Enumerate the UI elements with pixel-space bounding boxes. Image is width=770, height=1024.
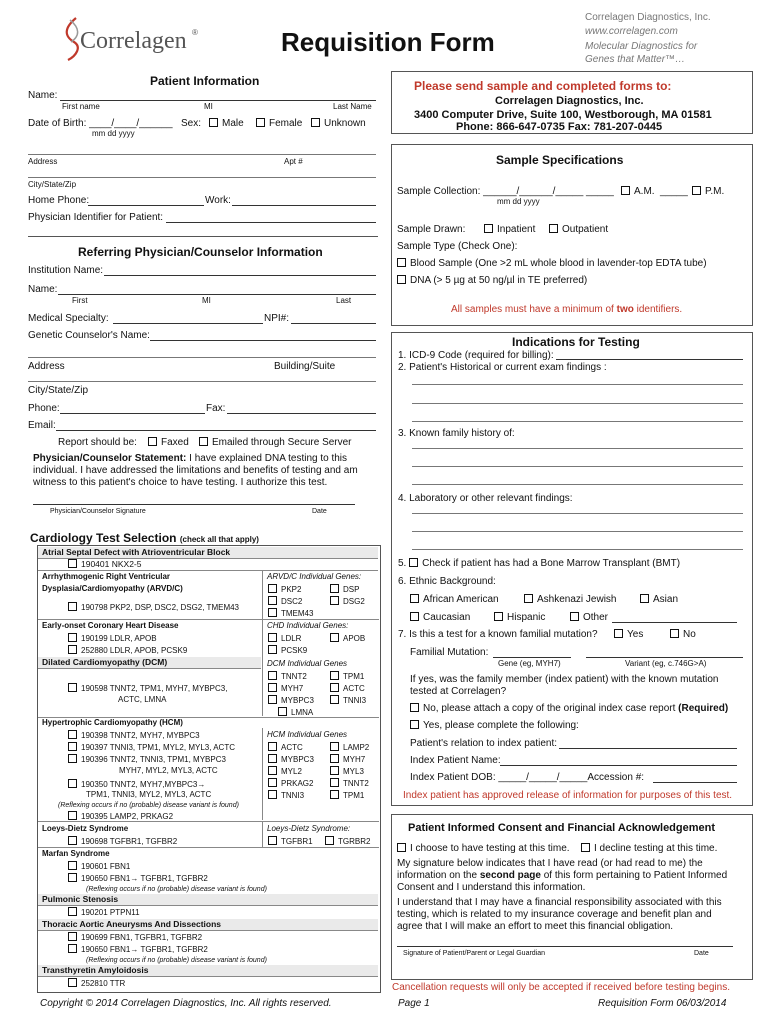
gene-hcm-mybpc3[interactable]: MYBPC3 (268, 754, 314, 765)
npi-field[interactable] (291, 323, 376, 324)
ref-email-label: Email: (28, 420, 56, 431)
bmt-checkbox[interactable]: 5. Check if patient has had a Bone Marrow Transplant (BMT) (398, 558, 681, 569)
ethnic-hispanic[interactable]: Hispanic (494, 612, 545, 624)
checkbox-icon (68, 633, 77, 642)
gene-dcm-actc[interactable]: ACTC (330, 683, 365, 694)
checkbox-icon (330, 596, 339, 605)
ref-fax-label: Fax: (206, 403, 226, 414)
ref-name-field[interactable] (58, 294, 376, 295)
accession-field[interactable] (653, 782, 737, 783)
lab-line-3[interactable] (412, 549, 743, 550)
familial-no[interactable]: No (670, 629, 696, 641)
test-190350[interactable]: 190350 TNNT2, MYH7,MYBPC3→ (68, 779, 205, 790)
checkbox-icon (256, 118, 265, 127)
relation-label: Patient's relation to index patient: (410, 738, 558, 749)
physician-id-label: Physician Identifier for Patient: (28, 212, 164, 223)
statement-line2: individual. I have addressed the limitations and benefits of testing and am (33, 465, 358, 476)
identifiers-note: All samples must have a minimum of two identifiers. (451, 304, 683, 315)
sex-unknown[interactable]: Unknown (311, 118, 366, 130)
checkbox-icon (268, 633, 277, 642)
family-member-question-2: tested at Correlagen? (410, 686, 507, 697)
checkbox-icon (268, 754, 277, 763)
sample-title: Sample Specifications (496, 153, 624, 167)
home-phone-label: Home Phone: (28, 195, 90, 206)
drawn-inpatient[interactable]: Inpatient (484, 224, 535, 236)
divider (28, 236, 378, 237)
checkbox-icon (68, 754, 77, 763)
patient-info-title: Patient Information (150, 74, 260, 88)
gene-hcm-tnnt2[interactable]: TNNT2 (330, 778, 369, 789)
referring-title: Referring Physician/Counselor Information (78, 245, 323, 259)
checkbox-icon (68, 907, 77, 916)
send-phone: Phone: 866-647-0735 Fax: 781-207-0445 (456, 122, 663, 131)
checkbox-icon (581, 843, 590, 852)
lab-findings-label: 4. Laboratory or other relevant findings: (398, 493, 573, 504)
test-190598-cont: ACTC, LMNA (118, 695, 167, 704)
ref-last-caption: Last (336, 296, 352, 305)
patient-name-field[interactable] (60, 100, 376, 101)
test-190650-marfan[interactable]: 190650 FBN1→ TGFBR1, TGFBR2 (68, 873, 208, 884)
relation-field[interactable] (559, 748, 737, 749)
checkbox-icon (268, 695, 277, 704)
send-company: Correlagen Diagnostics, Inc. (495, 95, 644, 107)
checkbox-icon (278, 707, 287, 716)
icd9-label: 1. ICD-9 Code (required for billing): (398, 350, 554, 361)
checkbox-icon (330, 754, 339, 763)
ref-fax-field[interactable] (227, 413, 376, 414)
send-address: 3400 Computer Drive, Suite 100, Westborough, MA 01581 (414, 109, 712, 121)
checkbox-icon (268, 596, 277, 605)
sex-male[interactable]: Male (209, 118, 244, 130)
drawn-outpatient[interactable]: Outpatient (549, 224, 608, 236)
checkbox-icon (199, 437, 208, 446)
cardio-section-hcm: Hypertrophic Cardiomyopathy (HCM) (42, 718, 183, 727)
test-190201[interactable]: 190201 PTPN11 (68, 907, 140, 918)
checkbox-icon (68, 730, 77, 739)
checkbox-icon (330, 778, 339, 787)
checkbox-icon (268, 836, 277, 845)
test-190401[interactable]: 190401 NKX2-5 (38, 559, 378, 571)
checkbox-icon (268, 778, 277, 787)
familial-question: 7. Is this a test for a known familial mutation? (398, 629, 598, 640)
lab-line-2[interactable] (412, 531, 743, 532)
row-divider (38, 847, 379, 848)
statement-line1: Physician/Counselor Statement: I have explained DNA testing to this (33, 453, 348, 464)
test-190199[interactable]: 190199 LDLR, APOB (68, 633, 157, 644)
test-190397[interactable]: 190397 TNNI3, TPM1, MYL2, MYL3, ACTC (68, 742, 235, 753)
gene-dcm-mybpc3[interactable]: MYBPC3 (268, 695, 314, 706)
report-label: Report should be: (58, 437, 137, 448)
cardio-section-chd: Early-onset Coronary Heart Disease (42, 621, 179, 630)
gene-caption: Gene (eg, MYH7) (498, 659, 561, 668)
checkbox-icon (494, 612, 503, 621)
sample-drawn-label: Sample Drawn: (397, 224, 466, 235)
institution-field[interactable] (104, 275, 376, 276)
mi-caption: MI (204, 102, 213, 111)
ethnic-african[interactable]: African American (410, 594, 499, 606)
checkbox-icon (570, 612, 579, 621)
patient-name-label: Name: (28, 90, 58, 101)
test-190650-taad[interactable]: 190650 FBN1→ TGFBR1, TGFBR2 (68, 944, 208, 955)
cardio-section-ps: Pulmonic Stenosis (38, 894, 378, 906)
familial-yes[interactable]: Yes (614, 629, 643, 641)
checkbox-icon (397, 275, 406, 284)
consent-paragraph2-line2: testing, which is related to my insurance coverage and benefit plan and (397, 909, 712, 920)
specialty-label: Medical Specialty: (28, 313, 109, 324)
npi-label: NPI#: (264, 313, 290, 324)
specialty-field[interactable] (113, 323, 263, 324)
checkbox-icon (549, 224, 558, 233)
familial-mutation-label: Familial Mutation: (410, 647, 489, 658)
findings-line-3[interactable] (412, 421, 743, 422)
cardio-section-taad: Thoracic Aortic Aneurysms And Dissections (38, 919, 378, 931)
gene-apob[interactable]: APOB (330, 633, 365, 644)
variant-field[interactable] (586, 657, 743, 658)
checkbox-icon (68, 602, 77, 611)
ethnic-asian[interactable]: Asian (640, 594, 678, 606)
taad-reflex-note: (Reflexing occurs if no (probable) disease variant is found) (86, 957, 267, 964)
signature-caption: Physician/Counselor Signature (50, 508, 146, 515)
ref-address-field[interactable] (28, 357, 376, 358)
checkbox-icon (330, 683, 339, 692)
gene-hcm-tnni3[interactable]: TNNI3 (268, 790, 304, 801)
gene-tmem43[interactable]: TMEM43 (268, 608, 313, 619)
col-divider (262, 620, 263, 716)
building-caption: Building/Suite (274, 361, 336, 372)
findings-label: 2. Patient's Historical or current exam findings : (398, 362, 607, 373)
checkbox-icon (268, 683, 277, 692)
checkbox-icon (68, 559, 77, 568)
checkbox-icon (410, 594, 419, 603)
cardio-section-asd: Atrial Septal Defect with Atrioventricular Block (38, 547, 378, 559)
ref-city-caption: City/State/Zip (28, 385, 89, 396)
dob-caption: mm dd yyyy (92, 129, 135, 138)
gene-dsc2[interactable]: DSC2 (268, 596, 302, 607)
home-phone-field[interactable] (88, 205, 204, 206)
test-190598[interactable]: 190598 TNNT2, TPM1, MYH7, MYBPC3, (68, 683, 227, 694)
family-history-line-2[interactable] (412, 466, 743, 467)
copyright: Copyright © 2014 Correlagen Diagnostics, Inc. All rights reserved. (40, 998, 332, 1009)
row-divider (38, 821, 379, 822)
dcm-genes-label: DCM Individual Genes (267, 659, 348, 668)
gene-tgrbr2[interactable]: TGRBR2 (325, 836, 370, 847)
checkbox-icon (330, 584, 339, 593)
family-history-line-3[interactable] (412, 484, 743, 485)
checkbox-icon (330, 742, 339, 751)
ref-phone-label: Phone: (28, 403, 60, 414)
collection-am[interactable]: A.M. (621, 186, 655, 198)
patient-date-caption: Date (694, 950, 709, 957)
checkbox-icon (311, 118, 320, 127)
checkbox-icon (68, 932, 77, 941)
cardio-section-ld: Loeys-Dietz Syndrome (42, 824, 129, 833)
indications-title: Indications for Testing (512, 335, 640, 349)
dob-field[interactable]: Date of Birth: ____/____/______ (28, 118, 173, 129)
collection-caption: mm dd yyyy (497, 197, 540, 206)
consent-paragraph1-line2: information on the second page of this form pertaining to Patient Informed (397, 870, 728, 881)
ethnic-label: 6. Ethnic Background: (398, 576, 496, 587)
chd-genes-label: CHD Individual Genes: (267, 621, 349, 630)
checkbox-icon (68, 645, 77, 654)
sex-label: Sex: (181, 118, 202, 129)
test-190698[interactable]: 190698 TGFBR1, TGFBR2 (68, 836, 177, 847)
checkbox-icon (68, 944, 77, 953)
family-member-question: If yes, was the family member (index patient) with the known mutation (410, 674, 719, 685)
page-title: Requisition Form (281, 27, 495, 57)
registered-mark: ® (192, 28, 198, 37)
ethnic-other-field[interactable] (612, 622, 737, 623)
checkbox-icon (68, 978, 77, 987)
arvd-genes-label: ARVD/C Individual Genes: (267, 572, 362, 581)
checkbox-icon (410, 703, 419, 712)
index-name-field[interactable] (500, 765, 737, 766)
gene-dcm-tnnt2[interactable]: TNNT2 (268, 671, 307, 682)
logo-text: Correlagen (80, 28, 187, 54)
cancellation-note: Cancellation requests will only be accepted if received before testing begins. (392, 982, 730, 993)
counselor-label: Genetic Counselor's Name: (28, 330, 150, 341)
consent-title: Patient Informed Consent and Financial Acknowledgement (408, 822, 716, 834)
gene-dsg2[interactable]: DSG2 (330, 596, 365, 607)
page-number: Page 1 (398, 998, 430, 1009)
index-no-attach[interactable]: No, please attach a copy of the original index case report (Required) (410, 703, 728, 715)
form-version: Requisition Form 06/03/2014 (598, 998, 727, 1009)
sample-type-label: Sample Type (Check One): (397, 241, 518, 252)
gene-pkp2[interactable]: PKP2 (268, 584, 301, 595)
physician-id-field[interactable] (166, 222, 376, 223)
consent-paragraph2-line1: I understand that I may have a financial responsibility associated with this (397, 897, 722, 908)
ref-email-field[interactable] (56, 430, 376, 431)
first-name-caption: First name (62, 102, 100, 111)
test-190396-cont: MYH7, MYL2, MYL3, ACTC (119, 766, 218, 775)
counselor-field[interactable] (150, 340, 376, 341)
ethnic-ashkenazi[interactable]: Ashkenazi Jewish (524, 594, 616, 606)
index-dob-field[interactable]: Index Patient DOB: _____/_____/_____Accession #: (410, 772, 645, 783)
gene-hcm-myh7[interactable]: MYH7 (330, 754, 365, 765)
marfan-reflex-note: (Reflexing occurs if no (probable) disease variant is found) (86, 886, 267, 893)
checkbox-icon (614, 629, 623, 638)
work-phone-field[interactable] (232, 205, 376, 206)
test-190601[interactable]: 190601 FBN1 (68, 861, 130, 872)
lab-line-1[interactable] (412, 513, 743, 514)
gene-dcm-tnni3[interactable]: TNNI3 (330, 695, 366, 706)
report-faxed[interactable]: Faxed (148, 437, 189, 449)
checkbox-icon (621, 186, 630, 195)
patient-signature-caption: Signature of Patient/Parent or Legal Guardian (403, 950, 546, 957)
index-name-label: Index Patient Name: (410, 755, 501, 766)
cardio-section-ttr: Transthyretin Amyloidosis (38, 965, 378, 977)
sex-female[interactable]: Female (256, 118, 302, 130)
gene-hcm-tpm1[interactable]: TPM1 (330, 790, 364, 801)
checkbox-icon (268, 766, 277, 775)
collection-pm[interactable]: P.M. (692, 186, 724, 198)
cardio-section-arvd: Arrhythmogenic Right Ventricular (42, 572, 171, 581)
checkbox-icon (524, 594, 533, 603)
gene-field[interactable] (493, 657, 571, 658)
checkbox-icon (640, 594, 649, 603)
gene-dsp[interactable]: DSP (330, 584, 359, 595)
checkbox-icon (68, 836, 77, 845)
gene-dcm-tpm1[interactable]: TPM1 (330, 671, 364, 682)
physician-signature-field[interactable] (33, 504, 355, 505)
index-yes[interactable]: Yes, please complete the following: (410, 720, 579, 732)
test-190350-cont: TPM1, TNNI3, MYL2, MYL3, ACTC (86, 790, 212, 799)
institution-label: Institution Name: (28, 265, 104, 276)
family-history-label: 3. Known family history of: (398, 428, 515, 439)
checkbox-icon (268, 584, 277, 593)
row-divider (38, 619, 379, 620)
consent-paragraph2-line3: agree that I will make an effort to meet this financial obligation. (397, 921, 674, 932)
ref-phone-field[interactable] (60, 413, 205, 414)
gene-hcm-lamp2[interactable]: LAMP2 (330, 742, 369, 753)
test-190398[interactable]: 190398 TNNT2, MYH7, MYBPC3 (68, 730, 200, 741)
family-history-line-1[interactable] (412, 448, 743, 449)
checkbox-icon (68, 742, 77, 751)
hcm-reflex-note: (Reflexing occurs if no (probable) disease variant is found) (58, 802, 239, 809)
checkbox-icon (68, 683, 77, 692)
col-divider (262, 570, 263, 620)
checkbox-icon (268, 790, 277, 799)
consent-paragraph1-line3: Consent and I understand this information. (397, 882, 586, 893)
gene-hcm-myl2[interactable]: MYL2 (268, 766, 302, 777)
ethnic-other[interactable]: Other (570, 612, 608, 624)
gene-hcm-actc[interactable]: ACTC (268, 742, 303, 753)
checkbox-icon (209, 118, 218, 127)
consent-paragraph1-line1: My signature below indicates that I have read (or had read to me) the (397, 858, 703, 869)
ref-first-caption: First (72, 296, 88, 305)
checkbox-icon (692, 186, 701, 195)
patient-signature-field[interactable] (397, 946, 733, 947)
city-caption: City/State/Zip (28, 180, 77, 189)
test-252880[interactable]: 252880 LDLR, APOB, PCSK9 (68, 645, 187, 656)
checkbox-icon (68, 861, 77, 870)
work-phone-label: Work: (205, 195, 231, 206)
col-divider (262, 728, 263, 820)
gene-tgfbr1[interactable]: TGFBR1 (268, 836, 313, 847)
apt-caption: Apt # (284, 157, 303, 166)
findings-line-2[interactable] (412, 403, 743, 404)
date-caption: Date (312, 508, 327, 515)
cardio-section-marfan: Marfan Syndrome (42, 849, 110, 858)
ref-city-field[interactable] (28, 381, 376, 382)
gene-pcsk9[interactable]: PCSK9 (268, 645, 307, 656)
test-190396[interactable]: 190396 TNNT2, TNNI3, TPM1, MYBPC3 (68, 754, 226, 765)
collection-date-field[interactable]: Sample Collection: ______/______/_____ _____ (397, 186, 614, 197)
send-title: Please send sample and completed forms to: (414, 79, 672, 93)
col-divider (262, 822, 263, 848)
sample-dna[interactable]: DNA (> 5 µg at 50 ng/µl in TE preferred) (397, 275, 587, 287)
cardio-section-dcm: Dilated Cardiomyopathy (DCM) (38, 657, 261, 669)
icd9-field[interactable] (556, 359, 743, 360)
hcm-genes-label: HCM Individual Genes (267, 730, 348, 739)
sample-blood[interactable]: Blood Sample (One >2 mL whole blood in lavender-top EDTA tube) (397, 258, 707, 270)
checkbox-icon (268, 645, 277, 654)
findings-line-1[interactable] (412, 384, 743, 385)
last-name-caption: Last Name (333, 102, 372, 111)
checkbox-icon (68, 811, 77, 820)
cardio-section-arvd-2: Dysplasia/Cardiomyopathy (ARVD/C) (42, 584, 183, 593)
cardio-title: Cardiology Test Selection (check all that apply) (30, 531, 259, 545)
ref-address-caption: Address (28, 361, 65, 372)
checkbox-icon (268, 671, 277, 680)
tagline-line2: Genes that Matter™… (585, 54, 686, 65)
checkbox-icon (68, 873, 77, 882)
statement-line3: witness to this patient's choice to have testing. I authorize this test. (33, 477, 328, 488)
checkbox-icon (397, 843, 406, 852)
city-field[interactable] (28, 177, 376, 178)
checkbox-icon (268, 742, 277, 751)
variant-caption: Variant (eg, c.746G>A) (625, 659, 707, 668)
ld-genes-label: Loeys-Dietz Syndrome: (267, 824, 351, 833)
checkbox-icon (325, 836, 334, 845)
ref-name-label: Name: (28, 284, 58, 295)
ref-mi-caption: MI (202, 296, 211, 305)
company-name: Correlagen Diagnostics, Inc. (585, 12, 711, 23)
checkbox-icon (68, 779, 77, 788)
address-caption: Address (28, 157, 58, 166)
test-252810[interactable]: 252810 TTR (68, 978, 125, 989)
address-field[interactable] (28, 154, 376, 155)
checkbox-icon (330, 766, 339, 775)
checkbox-icon (484, 224, 493, 233)
tagline-line1: Molecular Diagnostics for (585, 41, 698, 52)
consent-choose[interactable]: I choose to have testing at this time. (397, 843, 570, 855)
logo (62, 16, 212, 62)
checkbox-icon (330, 695, 339, 704)
company-website: www.correlagen.com (585, 26, 678, 37)
consent-decline[interactable]: I decline testing at this time. (581, 843, 717, 855)
checkbox-icon (410, 720, 419, 729)
test-190699[interactable]: 190699 FBN1, TGFBR1, TGFBR2 (68, 932, 202, 943)
gene-hcm-prkag2[interactable]: PRKAG2 (268, 778, 313, 789)
checkbox-icon (268, 608, 277, 617)
checkbox-icon (148, 437, 157, 446)
gene-hcm-myl3[interactable]: MYL3 (330, 766, 364, 777)
test-190395[interactable]: 190395 LAMP2, PRKAG2 (68, 811, 173, 822)
collection-pm-time[interactable]: _____ (660, 186, 688, 197)
gene-dcm-myh7[interactable]: MYH7 (268, 683, 303, 694)
checkbox-icon (330, 633, 339, 642)
checkbox-icon (409, 558, 418, 567)
report-email[interactable]: Emailed through Secure Server (199, 437, 352, 449)
ethnic-caucasian[interactable]: Caucasian (410, 612, 470, 624)
gene-ldlr[interactable]: LDLR (268, 633, 301, 644)
checkbox-icon (330, 671, 339, 680)
checkbox-icon (397, 258, 406, 267)
checkbox-icon (410, 612, 419, 621)
test-190798[interactable]: 190798 PKP2, DSP, DSC2, DSG2, TMEM43 (68, 602, 239, 613)
checkbox-icon (330, 790, 339, 799)
checkbox-icon (670, 629, 679, 638)
release-note: Index patient has approved release of information for purposes of this test. (403, 790, 733, 801)
gene-dcm-lmna[interactable]: LMNA (278, 707, 313, 718)
